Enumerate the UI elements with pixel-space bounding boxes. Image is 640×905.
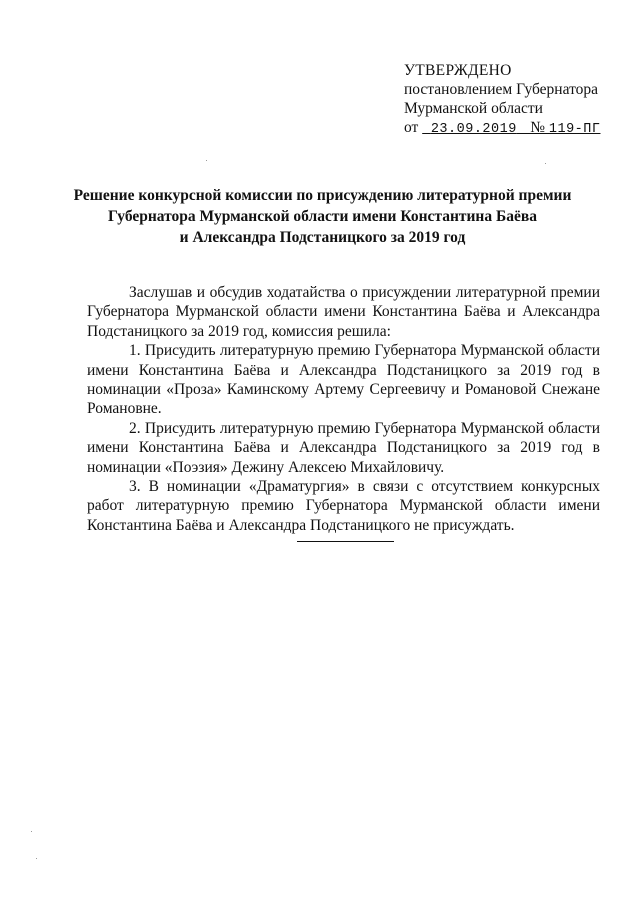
- approval-region-line: Мурманской области: [404, 100, 543, 117]
- scan-speck: [545, 163, 546, 164]
- document-body: [87, 283, 600, 535]
- scan-speck: [206, 160, 207, 161]
- approval-date-line: [404, 118, 614, 139]
- document-heading: [60, 185, 585, 248]
- approval-number: 119-ПГ: [548, 122, 601, 137]
- decision-item-3: 3. В номинации «Драматургия» в связи с отсутствием конкурсных работ литературную премию Губернатора Мурманской области имени Константина Баёва и Александра Подстаницкого не присуждать.: [87, 478, 600, 534]
- intro-paragraph: Заслушав и обсудив ходатайства о присуждении литературной премии Губернатора Мурманской области имени Константина Баёва и Александра Подстаницкого за 2019 год, комиссия решила:: [87, 284, 600, 340]
- approval-date: 23.09.2019: [430, 122, 517, 137]
- decision-item-1: 1. Присудить литературную премию Губернатора Мурманской области имени Константина Баёва и Александра Подстаницкого за 2019 год в номинации «Проза» Каминскому Артему Сергеевичу и Романовой Снежане Романовне.: [87, 342, 600, 418]
- number-prefix: №: [530, 119, 545, 136]
- heading-line-2: Губернатора Мурманской области имени Константина Баёва: [108, 208, 537, 225]
- closing-divider: [297, 541, 394, 542]
- heading-line-3: и Александра Подстаницкого за 2019 год: [179, 229, 466, 246]
- heading-line-1: Решение конкурсной комиссии по присуждению литературной премии: [73, 187, 572, 204]
- scan-speck: [31, 831, 32, 832]
- approval-title: УТВЕРЖДЕНО: [404, 62, 512, 79]
- scan-speck: [36, 858, 37, 859]
- date-prefix: от: [404, 119, 419, 136]
- approval-stamp: [404, 61, 614, 139]
- approval-decree-line: постановлением Губернатора: [404, 81, 599, 98]
- decision-item-2: 2. Присудить литературную премию Губернатора Мурманской области имени Константина Баёва и Александра Подстаницкого за 2019 год в номинации «Поэзия» Дежину Алексею Михайловичу.: [87, 419, 600, 476]
